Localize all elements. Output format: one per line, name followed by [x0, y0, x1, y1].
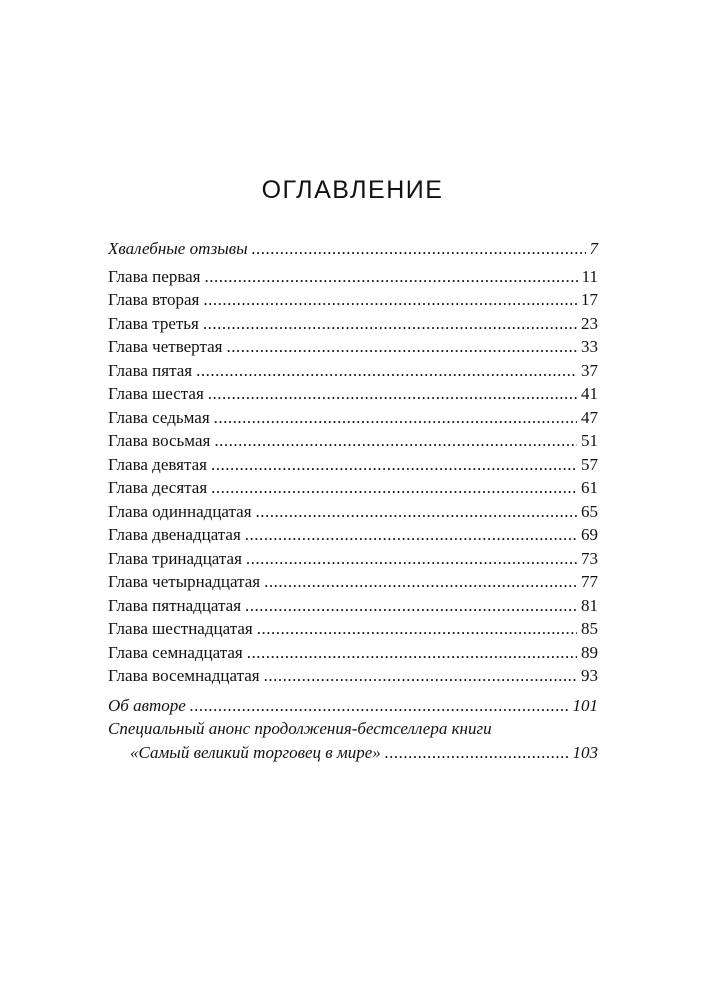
- toc-entry-page: 57: [581, 454, 598, 474]
- toc-entry-chapter[interactable]: [108, 641, 598, 665]
- toc-entry-chapter[interactable]: [108, 382, 598, 406]
- toc-entry-chapter[interactable]: [108, 359, 598, 383]
- dot-leader: [264, 664, 577, 688]
- dot-leader: [203, 312, 577, 336]
- dot-leader: [196, 359, 577, 383]
- table-of-contents: [108, 237, 598, 764]
- toc-entry-chapter[interactable]: [108, 547, 598, 571]
- dot-leader: [211, 476, 577, 500]
- toc-entry-label: Глава третья: [108, 313, 199, 333]
- toc-entry-page: 17: [581, 290, 598, 309]
- toc-entry-page: 69: [581, 525, 598, 544]
- dot-leader: [203, 288, 577, 312]
- dot-leader: [246, 547, 577, 571]
- toc-entry-page: 93: [581, 666, 598, 685]
- toc-entry-label: Глава двенадцатая: [108, 525, 241, 544]
- toc-entry-special-preview[interactable]: [108, 717, 598, 764]
- toc-entry-chapter[interactable]: [108, 664, 598, 688]
- toc-entry-label: Глава восемнадцатая: [108, 666, 260, 685]
- toc-entry-chapter[interactable]: [108, 312, 598, 336]
- toc-entry-label: Глава семнадцатая: [108, 642, 243, 662]
- dot-leader: [211, 453, 577, 477]
- toc-entry-page: 23: [581, 313, 598, 333]
- toc-entry-chapter[interactable]: [108, 570, 598, 594]
- toc-entry-label-line1: Специальный анонс продолжения-бестселлера книги: [108, 719, 492, 738]
- toc-entry-label-line2: «Самый великий торговец в мире»: [130, 742, 381, 762]
- toc-entry-page: 37: [581, 360, 598, 380]
- toc-entry-page: 73: [581, 548, 598, 568]
- dot-leader: [190, 694, 569, 718]
- toc-entry-page: 77: [581, 572, 598, 591]
- dot-leader: [208, 382, 577, 406]
- toc-entry-about-author[interactable]: [108, 694, 598, 718]
- toc-entry-chapter[interactable]: [108, 594, 598, 618]
- dot-leader: [205, 265, 578, 289]
- dot-leader: [257, 617, 577, 641]
- toc-entry-chapter[interactable]: [108, 617, 598, 641]
- toc-entry-page: 103: [572, 742, 598, 762]
- dot-leader: [245, 523, 577, 547]
- dot-leader: [214, 406, 577, 430]
- toc-entry-chapter[interactable]: [108, 288, 598, 312]
- toc-entry-page: 11: [581, 266, 598, 286]
- toc-entry-label-line2-row: [108, 741, 598, 765]
- dot-leader: [214, 429, 577, 453]
- page-title: ОГЛАВЛЕНИЕ: [261, 176, 444, 204]
- toc-entry-page: 7: [589, 239, 598, 258]
- toc-entry-chapter[interactable]: [108, 429, 598, 453]
- dot-leader: [247, 641, 577, 665]
- toc-entry-label: Глава четырнадцатая: [108, 572, 261, 591]
- toc-entry-label: Глава вторая: [108, 290, 200, 309]
- toc-entry-label: Глава одиннадцатая: [108, 501, 252, 521]
- toc-entry-page: 51: [581, 431, 598, 450]
- toc-entry-page: 33: [581, 337, 598, 356]
- toc-entry-label: Глава восьмая: [108, 431, 211, 450]
- toc-entry-label: Глава первая: [108, 266, 201, 286]
- toc-entry-chapter[interactable]: [108, 335, 598, 359]
- toc-entry-chapter[interactable]: [108, 406, 598, 430]
- toc-entry-page: 85: [581, 619, 598, 638]
- toc-entry-page: 47: [581, 407, 598, 427]
- toc-entry-label: Глава девятая: [108, 454, 207, 474]
- toc-entry-label: Глава шестнадцатая: [108, 619, 253, 638]
- dot-leader: [264, 570, 577, 594]
- toc-entry-label: Глава пятнадцатая: [108, 595, 242, 615]
- toc-entry-page: 61: [581, 478, 598, 497]
- toc-entry-label: Глава тринадцатая: [108, 548, 242, 568]
- toc-entry-label: Об авторе: [108, 695, 186, 715]
- toc-entry-page: 81: [581, 595, 598, 615]
- toc-entry-label: Глава десятая: [108, 478, 208, 497]
- dot-leader: [245, 594, 577, 618]
- dot-leader: [256, 500, 577, 524]
- toc-entry-page: 41: [581, 384, 598, 403]
- toc-entry-label: Глава четвертая: [108, 337, 223, 356]
- toc-entry-page: 65: [581, 501, 598, 521]
- toc-entry-label: Глава шестая: [108, 384, 204, 403]
- toc-entry-label: Глава пятая: [108, 360, 193, 380]
- dot-leader: [385, 741, 569, 765]
- toc-entry-label: Глава седьмая: [108, 407, 210, 427]
- dot-leader: [226, 335, 577, 359]
- toc-entry-chapter[interactable]: [108, 453, 598, 477]
- dot-leader: [252, 237, 586, 261]
- chapter-list: [108, 265, 598, 688]
- toc-entry-page: 101: [572, 695, 598, 715]
- toc-entry-praise[interactable]: [108, 237, 598, 261]
- toc-entry-chapter[interactable]: [108, 476, 598, 500]
- toc-entry-chapter[interactable]: [108, 500, 598, 524]
- toc-entry-chapter[interactable]: [108, 265, 598, 289]
- toc-entry-page: 89: [581, 642, 598, 662]
- toc-entry-label: Хвалебные отзывы: [108, 239, 248, 258]
- toc-entry-chapter[interactable]: [108, 523, 598, 547]
